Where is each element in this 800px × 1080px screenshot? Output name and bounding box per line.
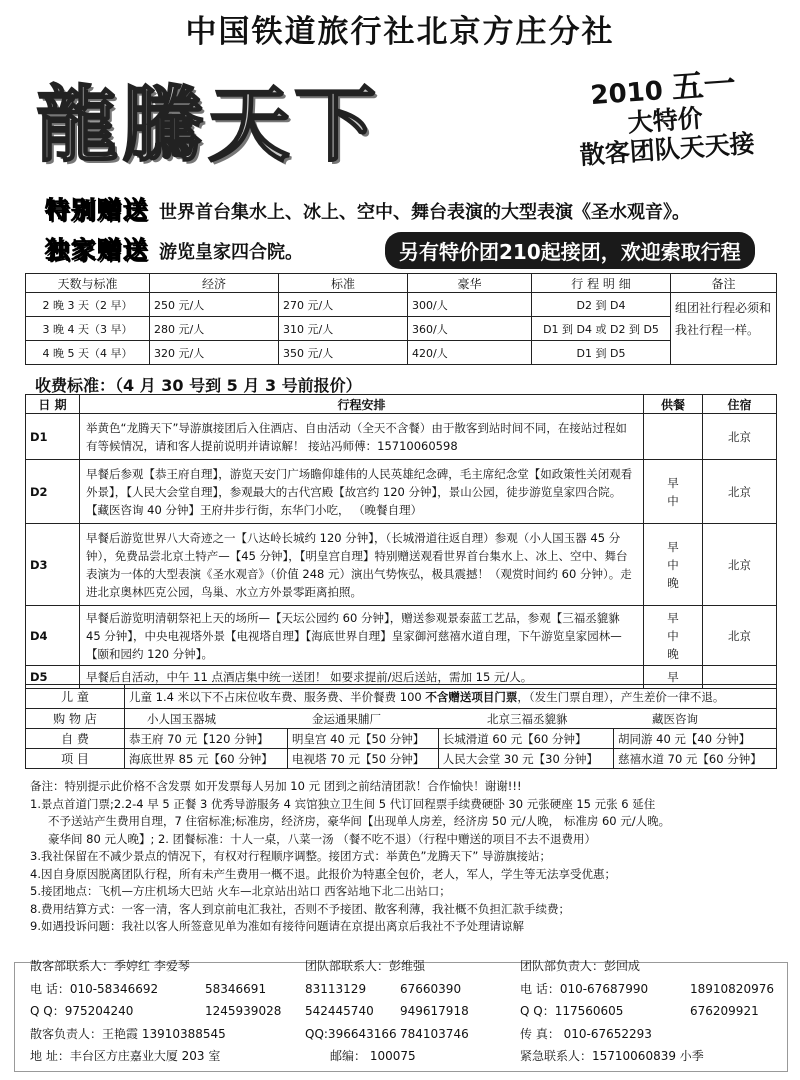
itinerary-meal: 早 [644, 666, 703, 689]
exclusive-gift [45, 230, 303, 265]
price-row [26, 317, 777, 341]
itinerary-day: D4 [26, 606, 80, 666]
special-group-pill [385, 232, 755, 269]
contact-row [30, 1023, 790, 1046]
price-header: 备注 [671, 274, 777, 293]
self-pay-item: 胡同游 40 元【40 分钟】 [613, 729, 776, 749]
self-pay-label: 项 目 [26, 749, 125, 769]
shop-item: 北京三福丞貔貅 [487, 711, 568, 726]
price-cell: D2 到 D4 [532, 293, 671, 317]
shops-label: 购 物 店 [26, 709, 125, 729]
contact-item: 团队部负责人：彭回成 [520, 959, 641, 973]
shop-item: 小人国玉器城 [147, 711, 216, 726]
self-pay-item: 恭王府 70 元【120 分钟】 [125, 729, 288, 749]
itinerary-plan: 举黄色“龙腾天下”导游旗接团后入住酒店、自由活动（全天不含餐）由于散客到站时间不同，在接站过程如有等候情况，请和客人提前说明并请谅解！ 接站冯师傅：15710060598 [80, 414, 644, 460]
price-cell: 270 元/人 [279, 293, 408, 317]
special-group-pre: 另有特价团 [399, 240, 499, 264]
price-cell: 250 元/人 [150, 293, 279, 317]
special-group-post: 起接团，欢迎索取行程 [540, 240, 741, 264]
contact-item: 18910820976 [690, 981, 774, 996]
note-line: 豪华间 80 元人晚】; 2. 团餐标准：十人一桌，八菜一汤 （餐不吃不退）（行程中赠送的项目不去不退费用） [48, 831, 597, 846]
contact-row [30, 955, 790, 978]
price-header: 豪华 [408, 274, 532, 293]
special-group-price: 210 [499, 240, 541, 264]
shops-row [26, 709, 777, 729]
self-pay-label: 自 费 [26, 729, 125, 749]
special-gift-label: 特别赠送 [45, 196, 149, 224]
self-pay-item: 人民大会堂 30 元【30 分钟】 [438, 749, 613, 769]
self-pay-row [26, 749, 777, 769]
itinerary-stay: 北京 [703, 524, 777, 606]
price-header: 标准 [279, 274, 408, 293]
itinerary-day: D3 [26, 524, 80, 606]
shop-item: 金运通果脯厂 [312, 711, 381, 726]
promo-year: 2010 [589, 76, 664, 112]
itinerary-header: 供餐 [644, 395, 703, 414]
price-cell: 420/人 [408, 341, 532, 365]
price-header: 经济 [150, 274, 279, 293]
itinerary-stay: 北京 [703, 460, 777, 524]
price-row [26, 293, 777, 317]
contact-item: 邮编： 100075 [330, 1049, 416, 1063]
self-pay-item: 电视塔 70 元【50 分钟】 [288, 749, 439, 769]
self-pay-item: 长城滑道 60 元【60 分钟】 [438, 729, 613, 749]
self-pay-item: 海底世界 85 元【60 分钟】 [125, 749, 288, 769]
contact-item: 电 话：010-58346692 [30, 981, 159, 996]
children-row [26, 685, 777, 709]
itinerary-table [25, 394, 777, 689]
note-line: 1.景点首道门票;2.2-4 早 5 正餐 3 优秀导游服务 4 宾馆独立卫生间 5 代订回程票手续费硬卧 30 元张硬座 15 元张 6 延住 [30, 796, 656, 811]
price-header: 天数与标准 [26, 274, 150, 293]
price-header: 行 程 明 细 [532, 274, 671, 293]
itinerary-stay: 北京 [703, 414, 777, 460]
promo-banner [537, 61, 793, 173]
contact-item: Q Q：117560605 [520, 1004, 624, 1018]
note-line: 备注：特别提示此价格不含发票 如开发票每人另加 10 元 团到之前结清团款！合作愉快！谢谢!!! [30, 779, 522, 793]
note-line: 9.如遇投诉问题：我社以客人所签意见单为准如有接待问题请在京提出离京后我社不予处理请谅解 [30, 919, 524, 933]
contact-section [30, 955, 790, 1068]
note-line: 3.我社保留在不减少景点的情况下，有权对行程顺序调整。接团方式：举黄色”龙腾天下” 导游旗接站； [30, 849, 552, 863]
contact-item: 58346691 [205, 981, 267, 996]
contact-item: 散客负责人：王艳霞 13910388545 [30, 1026, 226, 1041]
note-line: 5.接团地点：飞机—方庄机场大巴站 火车—北京站出站口 西客站地下北二出站口； [30, 884, 451, 898]
contact-item: 67660390 [400, 981, 462, 996]
brand-logo: 龍騰天下 [36, 77, 381, 173]
notes-section [30, 778, 775, 936]
itinerary-meal: 早 中 [644, 460, 703, 524]
itinerary-row [26, 606, 777, 666]
itinerary-row [26, 414, 777, 460]
children-text-b: 不含赠送项目门票 [425, 689, 518, 704]
children-text-c: ，（发生门票自理），产生差价一律不退。 [517, 689, 725, 704]
price-cell: 3 晚 4 天（3 早） [26, 317, 150, 341]
children-label: 儿 童 [26, 685, 125, 709]
price-row [26, 341, 777, 365]
contact-row [30, 1000, 790, 1023]
contact-item: 散客部联系人：季婷红 李爱琴 [30, 959, 190, 973]
itinerary-header: 行程安排 [80, 395, 644, 414]
itinerary-day: D5 [26, 666, 80, 689]
contact-item: 地 址：丰台区方庄嘉业大厦 203 室 [30, 1049, 221, 1063]
price-table [25, 273, 777, 365]
contact-item: 团队部联系人：彭维强 [305, 959, 426, 973]
itinerary-header-row [26, 395, 777, 414]
itinerary-plan: 早餐后参观【恭王府自理】，游览天安门广场瞻仰雄伟的人民英雄纪念碑，毛主席纪念堂【如政策性关闭观看外景】，【人民大会堂自理】，参观最大的古代宫殿【故宫约 120 分钟】，景山公园，徒步游览皇家四合院。【藏医咨询 40 分钟】王府井步行街，东华门小吃， （晚餐自理） [80, 460, 644, 524]
itinerary-plan: 早餐后游览世界八大奇迹之一【八达岭长城约 120 分钟】，（长城滑道往返自理）参观（小人国玉器 45 分钟），免费品尝北京土特产—【45 分钟】，【明皇宫自理】特别赠送观看世界首台集水上、冰上、空中、舞台表演为一体的大型表演《圣水观音》（价值 248 元）演出气势恢弘，极具震撼！（观赏时间约 60 分钟）。走进北京奥林匹克公园，鸟巢、水立方外景零距离拍照。 [80, 524, 644, 606]
itinerary-meal: 早 中 晚 [644, 606, 703, 666]
exclusive-gift-label: 独家赠送 [45, 236, 149, 264]
price-cell: 300/人 [408, 293, 532, 317]
price-cell: 310 元/人 [279, 317, 408, 341]
contact-item: 676209921 [690, 1004, 759, 1018]
itinerary-row [26, 524, 777, 606]
price-cell: 4 晚 5 天（4 早） [26, 341, 150, 365]
self-pay-row [26, 729, 777, 749]
contact-item: 542445740 [305, 1004, 374, 1018]
extras-table [25, 684, 777, 769]
shop-item: 藏医咨询 [652, 711, 698, 726]
price-cell: D1 到 D4 或 D2 到 D5 [532, 317, 671, 341]
itinerary-day: D2 [26, 460, 80, 524]
contact-item: 1245939028 [205, 1004, 282, 1018]
special-gift-text: 世界首台集水上、冰上、空中、舞台表演的大型表演《圣水观音》。 [159, 202, 690, 223]
itinerary-meal: 早 中 晚 [644, 524, 703, 606]
contact-row [30, 1045, 790, 1068]
children-policy [125, 685, 777, 709]
itinerary-day: D1 [26, 414, 80, 460]
contact-item: 紧急联系人：15710060839 小季 [520, 1049, 704, 1063]
children-text-a: 儿童 1.4 米以下不占床位收车费、服务费、半价餐费 100 [129, 689, 426, 704]
itinerary-plan: 早餐后自活动，中午 11 点酒店集中统一送团！ 如要求提前/迟后送站，需加 15 元/人。 [80, 666, 644, 689]
itinerary-row [26, 460, 777, 524]
price-cell: D1 到 D5 [532, 341, 671, 365]
note-line: 4.因自身原因脱离团队行程，所有未产生费用一概不退。此报价为特惠全包价，老人，军人，学生等无法享受优惠； [30, 866, 616, 881]
price-cell: 360/人 [408, 317, 532, 341]
promo-line3: 散客团队天天接 [578, 128, 756, 170]
self-pay-item: 慈禧水道 70 元【60 分钟】 [613, 749, 776, 769]
itinerary-plan: 早餐后游览明清朝祭祀上天的场所—【天坛公园约 60 分钟】，赠送参观景泰蓝工艺品，参观【三福丞貔貅 45 分钟】，中央电视塔外景【电视塔自理】【海底世界自理】皇家御河慈禧水道自理，下午游览皇家园林—【颐和园约 120 分钟】。 [80, 606, 644, 666]
fee-title: 收费标准：（4 月 30 号到 5 月 3 号前报价） [35, 376, 362, 395]
note-line: 不予送站产生费用自理，7 住宿标准;标准房，经济房，豪华间【出现单人房差，经济房 50 元/人晚， 标准房 60 元/人晚。 [48, 814, 671, 828]
contact-row [30, 978, 790, 1001]
contact-item: 传 真： 010-67652293 [520, 1026, 652, 1041]
special-gift [45, 190, 690, 225]
contact-item: 83113129 [305, 981, 367, 996]
contact-item: 784103746 [400, 1026, 469, 1041]
price-header-row [26, 274, 777, 293]
note-line: 8.费用结算方式：一客一清，客人到京前电汇我社，否则不予接团、散客利薄，我社概不负担汇款手续费； [30, 901, 570, 916]
agency-title: 中国铁道旅行社北京方庄分社 [185, 14, 615, 50]
itinerary-stay: 北京 [703, 606, 777, 666]
self-pay-item: 明皇宫 40 元【50 分钟】 [288, 729, 439, 749]
exclusive-gift-text: 游览皇家四合院。 [159, 242, 303, 263]
price-cell: 280 元/人 [150, 317, 279, 341]
price-cell: 2 晚 3 天（2 早） [26, 293, 150, 317]
promo-holiday: 五一 [670, 64, 737, 107]
price-cell: 320 元/人 [150, 341, 279, 365]
contact-item: 949617918 [400, 1004, 469, 1018]
itinerary-meal [644, 414, 703, 460]
itinerary-header: 住宿 [703, 395, 777, 414]
itinerary-header: 日 期 [26, 395, 80, 414]
price-cell: 350 元/人 [279, 341, 408, 365]
contact-item: QQ:396643166 [305, 1026, 397, 1041]
shops-list [125, 709, 777, 729]
promo-line2: 大特价 [626, 103, 704, 138]
contact-item: 电 话：010-67687990 [520, 981, 649, 996]
price-note: 组团社行程必须和我社行程一样。 [671, 293, 777, 365]
contact-item: Q Q：975204240 [30, 1004, 134, 1018]
